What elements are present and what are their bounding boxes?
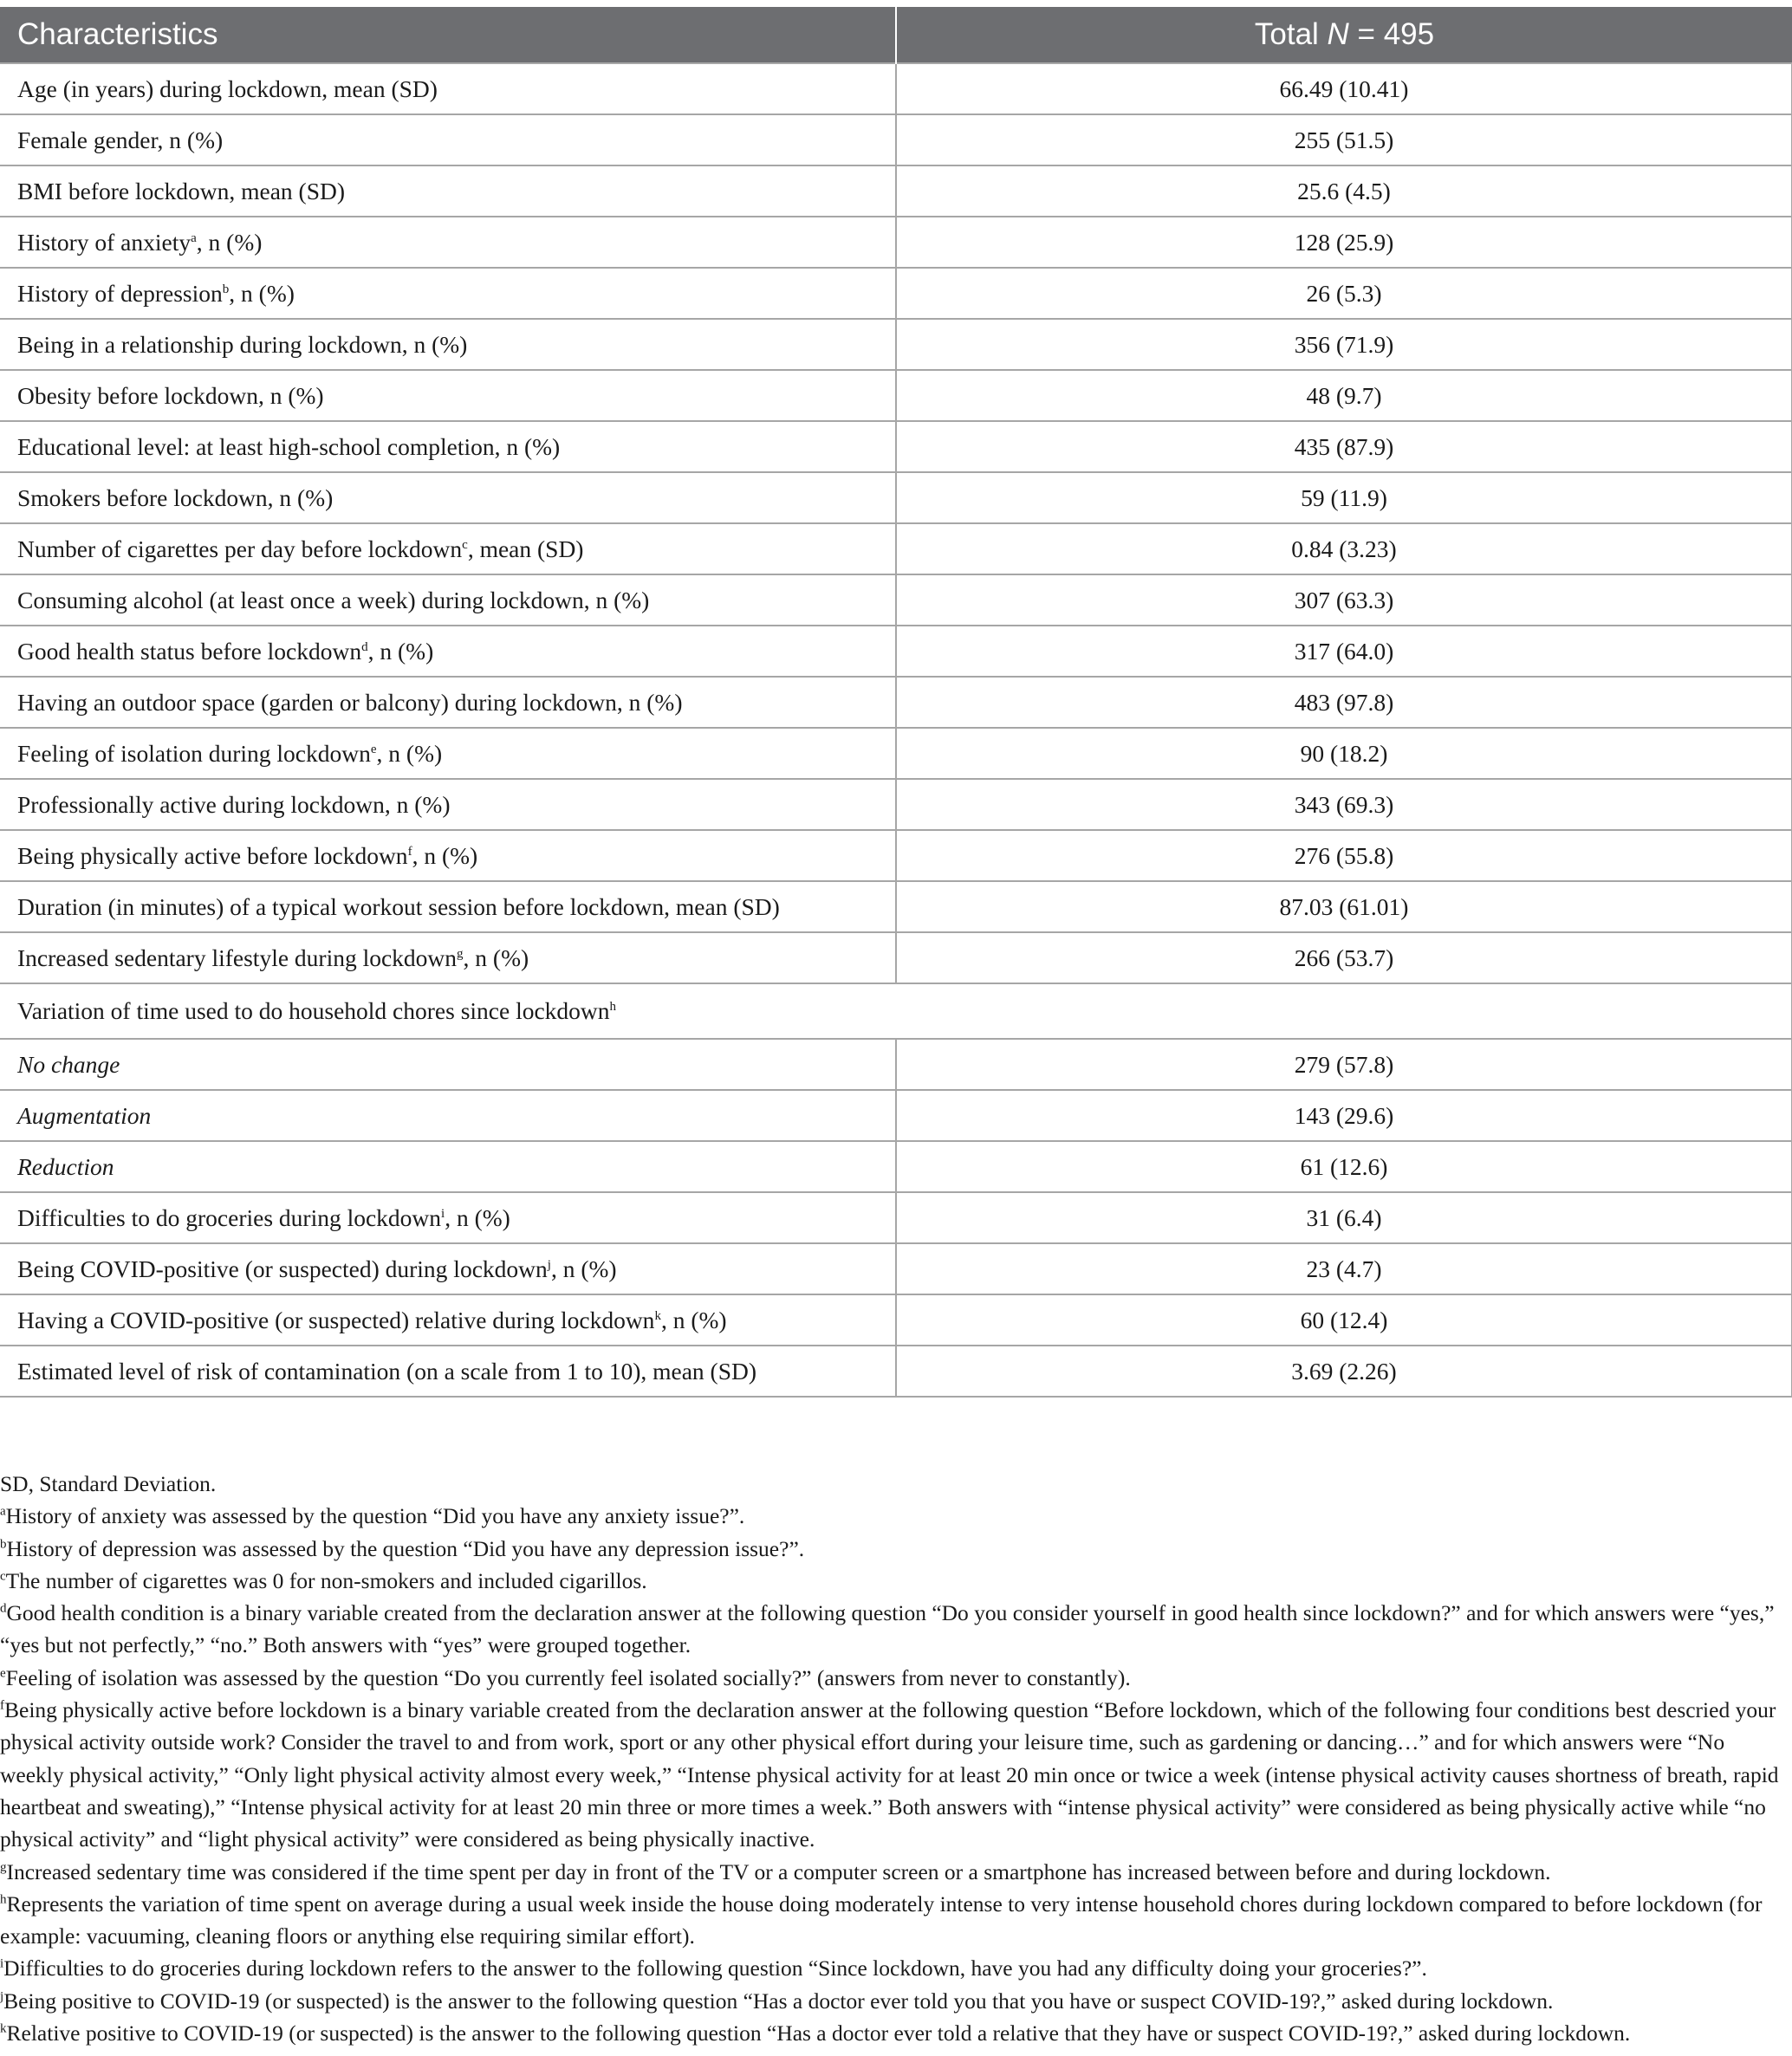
row-label-tail: , n (%): [196, 228, 263, 256]
row-value: 66.49 (10.41): [896, 63, 1792, 114]
row-label: [0, 626, 896, 677]
row-value: 0.84 (3.23): [896, 523, 1792, 574]
row-label-text: Good health status before lockdown: [17, 637, 362, 665]
row-value: 255 (51.5): [896, 114, 1792, 165]
row-value: 483 (97.8): [896, 677, 1792, 728]
footnote-mark: i: [441, 1206, 445, 1221]
row-label-tail: , n (%): [445, 1203, 510, 1231]
table-row: [0, 626, 1792, 677]
footnote-mark: b: [222, 282, 230, 296]
header-total-suffix: = 495: [1348, 17, 1435, 51]
row-label-text: Estimated level of risk of contamination (on a scale from 1 to 10), mean (SD): [17, 1357, 757, 1385]
row-label-text: Feeling of isolation during lockdown: [17, 739, 371, 767]
row-value: 59 (11.9): [896, 472, 1792, 523]
footnote-mark: a: [191, 230, 197, 245]
row-label-text: Having a COVID-positive (or suspected) relative during lockdown: [17, 1306, 655, 1333]
table-row: [0, 574, 1792, 626]
table-row: [0, 268, 1792, 319]
footnote-text: Difficulties to do groceries during lockdown refers to the answer to the following question “Since lockdown, have you had any difficulty doing your groceries?”.: [3, 1955, 1427, 1981]
table-row: [0, 932, 1792, 983]
footnote-text: History of anxiety was assessed by the question “Did you have any anxiety issue?”.: [5, 1503, 745, 1529]
footnote-text: Relative positive to COVID-19 (or suspected) is the answer to the following question “Has a doctor ever told a relative that they have or suspect COVID-19?,” asked during lockdown.: [6, 2020, 1631, 2046]
row-label-tail: , n (%): [376, 739, 443, 767]
row-value: 343 (69.3): [896, 779, 1792, 830]
table-row: [0, 472, 1792, 523]
row-value: 317 (64.0): [896, 626, 1792, 677]
row-label: [0, 728, 896, 779]
characteristics-table: [0, 7, 1792, 1398]
row-label-text: Obesity before lockdown, n (%): [17, 381, 324, 409]
row-value: 48 (9.7): [896, 370, 1792, 421]
footnote-text: Good health condition is a binary variable created from the declaration answer at the following question “Do you consider yourself in good health since lockdown?” and for which answers were “yes,” “yes but not perfectly,” “no.” Both answers with “yes” were grouped together.: [0, 1600, 1775, 1658]
footnote-text: Being positive to COVID-19 (or suspected) is the answer to the following question “Has a doctor ever told you that you have or suspect COVID-19?,” asked during lockdown.: [3, 1988, 1554, 2014]
row-label-tail: , n (%): [367, 637, 434, 665]
table-row: [0, 319, 1792, 370]
row-label-text: Difficulties to do groceries during lockdown: [17, 1203, 442, 1231]
header-total-n: N: [1327, 17, 1349, 51]
row-label-text: Educational level: at least high-school completion, n (%): [17, 432, 561, 460]
table-row: [0, 677, 1792, 728]
row-value: 128 (25.9): [896, 217, 1792, 268]
row-label: [0, 779, 896, 830]
table-row: [0, 830, 1792, 881]
row-value: 266 (53.7): [896, 932, 1792, 983]
row-label: [0, 165, 896, 217]
row-label-text: Consuming alcohol (at least once a week) during lockdown, n (%): [17, 586, 650, 613]
row-label: [0, 217, 896, 268]
row-label: [0, 881, 896, 932]
footnote-i: [0, 1952, 1785, 1984]
table-row: [0, 728, 1792, 779]
row-value: 23 (4.7): [896, 1243, 1792, 1294]
table-row: [0, 1243, 1792, 1294]
table-footnotes: [0, 1468, 1785, 2049]
row-value: 3.69 (2.26): [896, 1346, 1792, 1397]
footnote-mark: g: [457, 946, 464, 961]
table-row: [0, 1039, 1792, 1090]
row-label-text: Being COVID-positive (or suspected) during lockdown: [17, 1255, 548, 1282]
table-row: [0, 370, 1792, 421]
footnote-k: [0, 2017, 1785, 2049]
footnote-mark: h: [0, 1892, 7, 1907]
row-label-text: History of depression: [17, 279, 223, 307]
footnote-mark: a: [0, 1504, 6, 1519]
footnote-mark: j: [547, 1257, 551, 1272]
row-label-text: Female gender, n (%): [17, 126, 224, 153]
row-value: 61 (12.6): [896, 1141, 1792, 1192]
footnote-e: [0, 1662, 1785, 1694]
row-value: 435 (87.9): [896, 421, 1792, 472]
subrow-label: Reduction: [0, 1141, 896, 1192]
section-label-text: Variation of time used to do household chores since lockdown: [17, 997, 610, 1024]
row-value: 276 (55.8): [896, 830, 1792, 881]
row-value: 31 (6.4): [896, 1192, 1792, 1243]
footnote-sd: SD, Standard Deviation.: [0, 1471, 217, 1496]
row-label: [0, 523, 896, 574]
footnote-mark: e: [0, 1666, 6, 1681]
row-label-tail: , mean (SD): [467, 535, 584, 562]
row-label-text: History of anxiety: [17, 228, 192, 256]
footnote-g: [0, 1856, 1785, 1888]
row-value: 356 (71.9): [896, 319, 1792, 370]
row-label: [0, 63, 896, 114]
footnote-d: [0, 1597, 1785, 1662]
table-row: [0, 881, 1792, 932]
table-row: [0, 1192, 1792, 1243]
footnote-text: Being physically active before lockdown is a binary variable created from the declaration answer at the following question “Before lockdown, which of the following four conditions best descried your physical activity outside work? Consider the travel to and from work, sport or any other physical effort during your leisure time, such as gardening or dancing…” and for which answers were “No weekly physical activity,” “Only light physical activity almost every week,” “Intense physical activity for at least 20 min once or twice a week (intense physical activity causes shortness of breath, rapid heartbeat and sweating),” “Intense physical activity for at least 20 min three or more times a week.” Both answers with “intense physical activity” were considered as being physically active while “no physical activity” and “light physical activity” were considered as being physically inactive.: [0, 1697, 1779, 1852]
row-value: 307 (63.3): [896, 574, 1792, 626]
section-label: [0, 983, 1792, 1039]
row-label: [0, 268, 896, 319]
row-label-tail: , n (%): [412, 841, 478, 869]
footnote-mark: k: [0, 2021, 7, 2036]
row-label: [0, 1243, 896, 1294]
row-label-text: Increased sedentary lifestyle during lockdown: [17, 944, 458, 971]
row-label-text: Age (in years) during lockdown, mean (SD): [17, 75, 438, 102]
footnote-c: [0, 1565, 1785, 1597]
table-row: [0, 523, 1792, 574]
row-label: [0, 1192, 896, 1243]
row-value: 87.03 (61.01): [896, 881, 1792, 932]
row-label-tail: , n (%): [463, 944, 529, 971]
table-row: [0, 1090, 1792, 1141]
footnote-mark: c: [0, 1569, 6, 1584]
footnote-mark: f: [0, 1698, 4, 1713]
row-value: 25.6 (4.5): [896, 165, 1792, 217]
row-label-text: Professionally active during lockdown, n (%): [17, 790, 451, 818]
footnote-j: [0, 1985, 1785, 2017]
footnote-text: Increased sedentary time was considered if the time spent per day in front of the TV or a computer screen or a smartphone has increased between before and during lockdown.: [6, 1858, 1551, 1884]
row-label-tail: , n (%): [550, 1255, 617, 1282]
row-label: [0, 1294, 896, 1346]
footnote-text: History of depression was assessed by the question “Did you have any depression issue?”.: [6, 1535, 805, 1561]
table-body: [0, 63, 1792, 1397]
table-row: [0, 1294, 1792, 1346]
subrow-label: Augmentation: [0, 1090, 896, 1141]
row-label: [0, 114, 896, 165]
row-label: [0, 472, 896, 523]
row-label: [0, 932, 896, 983]
subrow-label: No change: [0, 1039, 896, 1090]
row-value: 60 (12.4): [896, 1294, 1792, 1346]
footnote-text: The number of cigarettes was 0 for non-smokers and included cigarillos.: [5, 1567, 647, 1593]
row-value: 90 (18.2): [896, 728, 1792, 779]
footnote-f: [0, 1694, 1785, 1855]
row-value: 143 (29.6): [896, 1090, 1792, 1141]
footnote-a: [0, 1500, 1785, 1532]
row-label: [0, 574, 896, 626]
row-label: [0, 421, 896, 472]
footnote-mark: k: [654, 1308, 661, 1323]
row-label-text: Being physically active before lockdown: [17, 841, 408, 869]
header-characteristics: Characteristics: [0, 7, 896, 63]
table-row: [0, 217, 1792, 268]
footnote-h: [0, 1888, 1785, 1953]
row-label-text: Having an outdoor space (garden or balcony) during lockdown, n (%): [17, 688, 683, 716]
footnote-mark: h: [609, 999, 617, 1014]
row-label: [0, 677, 896, 728]
row-label: [0, 1346, 896, 1397]
footnote-text: Represents the variation of time spent on average during a usual week inside the house doing moderately intense to very intense household chores during lockdown compared to before lockdown (for example: vacuuming, cleaning floors or anything else requiring similar effort).: [0, 1891, 1763, 1949]
row-label: [0, 319, 896, 370]
footnote-b: [0, 1533, 1785, 1565]
row-label-text: BMI before lockdown, mean (SD): [17, 177, 346, 204]
row-label-tail: , n (%): [229, 279, 295, 307]
row-label: [0, 370, 896, 421]
footnote-mark: e: [370, 742, 377, 756]
row-label: [0, 830, 896, 881]
table-row: [0, 779, 1792, 830]
row-label-text: Smokers before lockdown, n (%): [17, 483, 334, 511]
row-label-text: Being in a relationship during lockdown, n (%): [17, 330, 468, 358]
section-row: [0, 983, 1792, 1039]
table-row: [0, 165, 1792, 217]
row-label-tail: , n (%): [660, 1306, 727, 1333]
row-label-text: Duration (in minutes) of a typical workout session before lockdown, mean (SD): [17, 892, 780, 920]
table-row: [0, 114, 1792, 165]
header-total: [896, 7, 1792, 63]
row-value: 26 (5.3): [896, 268, 1792, 319]
footnote-mark: g: [0, 1860, 7, 1875]
footnote-mark: d: [361, 639, 368, 654]
row-label-text: Number of cigarettes per day before lockdown: [17, 535, 463, 562]
footnote-mark: b: [0, 1537, 7, 1552]
footnote-mark: i: [0, 1956, 4, 1971]
footnote-mark: c: [462, 537, 468, 552]
footnote-text: Feeling of isolation was assessed by the question “Do you currently feel isolated socially?” (answers from never to constantly).: [5, 1664, 1131, 1690]
footnote-mark: j: [0, 1989, 4, 2004]
table-row: [0, 1346, 1792, 1397]
table-row: [0, 421, 1792, 472]
footnote-mark: d: [0, 1601, 7, 1616]
table-row: [0, 63, 1792, 114]
header-total-prefix: Total: [1254, 17, 1328, 51]
row-value: 279 (57.8): [896, 1039, 1792, 1090]
table-row: [0, 1141, 1792, 1192]
table-header-row: [0, 7, 1792, 63]
footnote-mark: f: [407, 844, 412, 859]
